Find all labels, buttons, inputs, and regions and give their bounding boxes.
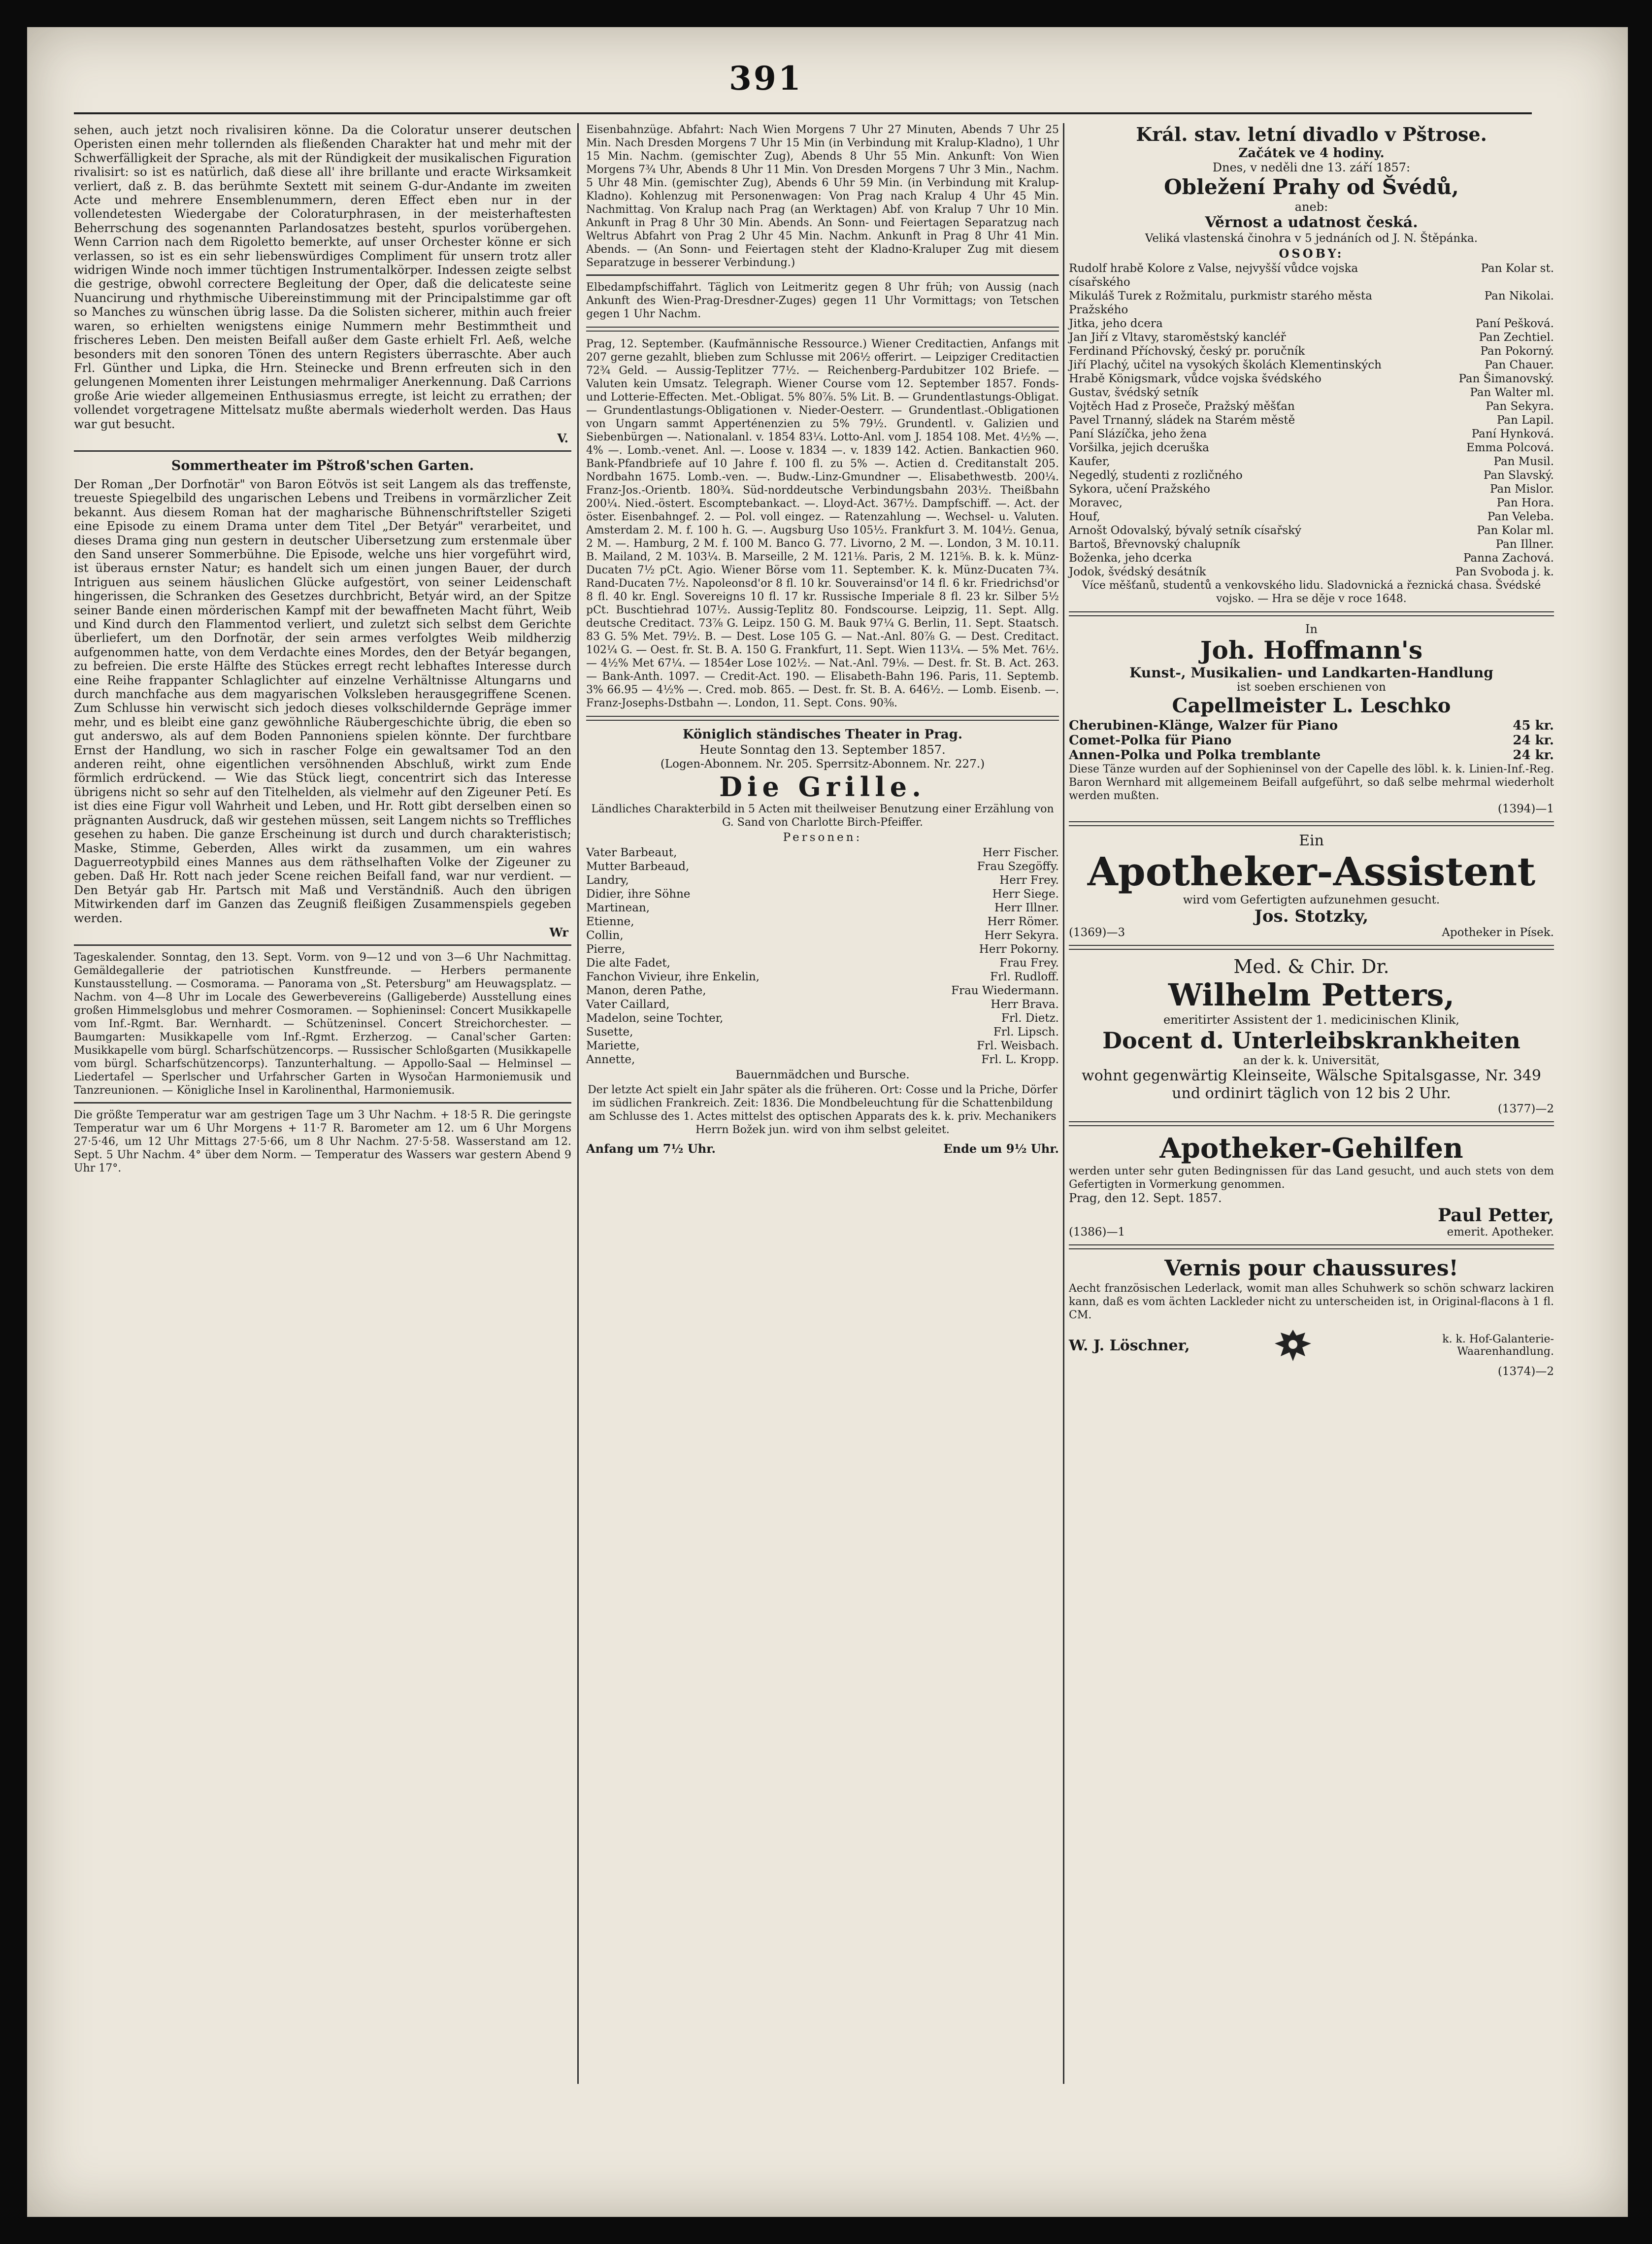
cast-actor: Herr Frey. (999, 874, 1059, 887)
cast-row (586, 873, 1059, 887)
cast-role: Collin, (586, 929, 624, 942)
cast-row (1069, 413, 1554, 427)
vernis-name: W. J. Löschner, (1069, 1337, 1190, 1354)
cast-row (586, 846, 1059, 860)
cast-actor: Frau Wiedermann. (951, 984, 1059, 997)
cast-note: Bauernmädchen und Bursche. (735, 1069, 910, 1081)
cast-actor: Pan Slavský. (1483, 469, 1554, 482)
divider (74, 1102, 571, 1104)
cast-role: Mikuláš Turek z Rožmitalu, purkmistr starého města Pražského (1069, 290, 1372, 316)
cast-row (586, 887, 1059, 901)
day-calendar-text: Tageskalender. Sonntag, den 13. Sept. Vorm. von 9—12 und von 3—6 Uhr Nachmittag. Gemäldegallerie der patriotischen Kunstfreunde. — Herbers permanente Kunstausstellung. — Cosmorama. — Panorama von „St. Petersburg" am Heuwagsplatz. — Nachm. von 4—8 Uhr im Locale des Gewerbevereins (Galligeberde) Ausstellung eines großen Himmelsglobus und mehrer Cosmoramen. — Sophieninsel: Concert Musikkapelle vom Inf.-Rgmt. Bar. Wernhardt. — Schützeninsel. Concert Streichorchester. — Baumgarten: Musikkapelle vom Inf.-Rgmt. Erzherzog. — Canal'scher Garten: Musikkapelle vom bürgl. Scharfschützencorps. — Russischer Schloßgarten (Musikkapelle vom bürgl. Scharfschützencorps). Tanzunterhaltung. — Appollo-Saal — Helminsel — Liedertafel — Sperlscher und Urfahrscher Garten in Wysočan Harmoniemusik und Tanzreunionen. — Königliche Insel in Karolinenthal, Harmoniemusik. (74, 951, 571, 1097)
divider (1069, 1121, 1554, 1126)
cast-row (1069, 400, 1554, 413)
cast-row (1069, 537, 1554, 551)
doctor-subtitle: emeritirter Assistent der 1. medicinischen Klinik, (1163, 1013, 1460, 1027)
czech-cast-heading: OSOBY: (1279, 246, 1344, 261)
hoffmann-items (1069, 718, 1554, 763)
divider (586, 716, 1059, 721)
cast-actor: Pan Zechtiel. (1479, 331, 1554, 344)
start-time: Anfang um 7½ Uhr. (586, 1141, 716, 1156)
cast-actor: Pan Musil. (1493, 455, 1554, 468)
doctor-docent: Docent d. Unterleibskrankheiten (1102, 1027, 1520, 1054)
cast-role: Didier, ihre Söhne (586, 888, 691, 901)
vernis-text: Aecht französischen Lederlack, womit man alles Schuhwerk so schön schwarz lackiren kann, daß es vom ächten Lackleder nicht zu unterscheiden ist, in Original-flacons à 1 fl. CM. (1069, 1282, 1554, 1321)
divider (1069, 821, 1554, 826)
cast-row (586, 1039, 1059, 1053)
gehilfen-title: Apotheker-Gehilfen (1159, 1132, 1463, 1165)
opera-review-text: sehen, auch jetzt noch rivalisiren könne. Da die Coloratur unserer deutschen Operisten einen mehr tollernden als fließenden Charakter hat und mehr mit der Schwerfälligkeit der Sprache, als mit der Ründigkeit der musikalischen Figuration rivalisirt: so ist es natürlich, daß diese all' ihre brillante und eracte Wirksamkeit verliert, daß z. B. das berühmte Sextett mit seinem G-dur-Andante im zweiten Acte und mehrere Ensemblenummern, deren Effect eben nur in der vollendetesten Wiedergabe der Coloraturphrasen, in der meisterhaftesten Beherrschung des sogenannten Parlandosatzes besteht, spurlos vorübergehen. Wenn Carrion nach dem Rigoletto bemerkte, auf unser Orchester könne er sich verlassen, so ist es ein sehr liebenswürdiges Compliment für unsern trotz aller widrigen Winde noch immer tüchtigen Instrumentalkörper. Indessen zeigte selbst die gestrige, obwohl correctere Begleitung der Oper, daß die delicateste seine Nuancirung und rhythmische Uibereinstimmung mit der Principalstimme gar oft so Manches zu wünschen übrig lasse. Da die Solisten sicherer, mithin auch freier waren, so erhielten wenigstens einige Nummern mehr Bestimmtheit und frischeres Leben. Den meisten Beifall außer dem Gaste erhielt Frl. Aeß, welche besonders mit den sonoren Tönen des untern Registers überraschte. Aber auch Frl. Günther und Lipka, die Hrn. Steinecke und Brenn erfreuten sich in den gelungenen Momenten ihrer Leistungen mehrmaliger Anerkennung. Daß Carrions große Arie wieder allgemeinen Enthusiasmus erregte, ist leicht zu errathen; der vollendet vorgetragene Mittelsatz mußte abermals wiederholt werden. Das Haus war gut besucht. (74, 123, 571, 431)
cast-row (1069, 524, 1554, 537)
hoffmann-item-title: Comet-Polka für Piano (1069, 733, 1232, 748)
hoffmann-item-price: 24 kr. (1513, 748, 1554, 763)
column-middle (586, 123, 1059, 1156)
cast-actor: Pan Kolar ml. (1477, 524, 1554, 537)
cast-actor: Pan Svoboda j. k. (1455, 566, 1554, 578)
cast-actor: Pan Chauer. (1485, 359, 1554, 371)
divider (1069, 611, 1554, 616)
cast-role: Vojtěch Had z Proseče, Pražský měšťan (1069, 400, 1295, 413)
gehilfen-date: Prag, den 12. Sept. 1857. (1069, 1191, 1222, 1205)
end-time: Ende um 9½ Uhr. (943, 1141, 1059, 1156)
divider (74, 944, 571, 946)
cast-row (1069, 482, 1554, 496)
vernis-footer (1069, 1326, 1554, 1365)
cast-list (586, 846, 1059, 1067)
cast-actor: Pan Kolar st. (1481, 262, 1554, 275)
cast-role: Martinean, (586, 902, 650, 914)
hoffmann-item (1069, 748, 1554, 763)
hoffmann-subtitle: Kunst-, Musikalien- und Landkarten-Handlung (1129, 665, 1493, 681)
cast-row (1069, 441, 1554, 455)
cast-actor: Herr Siege. (992, 888, 1059, 901)
cast-actor: Frl. L. Kropp. (981, 1053, 1059, 1066)
assistant-name: Jos. Stotzky, (1254, 906, 1369, 926)
divider (1069, 945, 1554, 950)
cast-row (586, 998, 1059, 1011)
play-title: Die Grille. (719, 771, 926, 803)
cast-role: Ferdinand Příchovský, český pr. poručník (1069, 345, 1305, 358)
doctor-university: an der k. k. Universität, (1243, 1054, 1380, 1067)
czech-play-subtitle: Věrnost a udatnost česká. (1205, 214, 1418, 231)
hoffmann-name: Joh. Hoffmann's (1200, 636, 1423, 665)
cast-actor: Emma Polcová. (1466, 441, 1554, 454)
gehilfen-name: Paul Petter, (1438, 1205, 1554, 1226)
doctor-name: Wilhelm Petters, (1168, 977, 1455, 1013)
cast-role: Susette, (586, 1026, 633, 1038)
stock-exchange-text: Prag, 12. September. (Kaufmännische Ressource.) Wiener Creditactien, Anfangs mit 207 gerne gezahlt, blieben zum Schlusse mit 206½ offerirt. — Leipziger Creditactien 72¾ Geld. — Aussig-Teplitzer 77½. — Reichenberg-Pardubitzer 102 Briefe. — Valuten kein Umsatz. Telegraph. Wiener Course vom 12. September 1857. Fonds- und Lotterie-Effecten. Met.-Obligat. 5% 80⅞. 5% Lit. B. — Grundentlastungs-Obligat. — Grundentlastungs-Obligationen v. Nieder-Oesterr. — Grundentlast.-Obligationen von Ungarn sammt Apperténenzien zu 5% 79½. Grundentl. v. Galizien und Siebenbürgen —. Nationalanl. v. 1854 83¼. Lotto-Anl. vom J. 1854 108. Met. 4½% —. 4% —. Lomb.-venet. Anl. —. Loose v. 1834 —. v. 1839 142. Actien. Bankactien 960. Bank-Pfandbriefe auf 10 Jahre f. 100 fl. zu 5% —. Actien d. Creditanstalt 205. Nordbahn 1675. Lomb.-ven. —. Budw.-Linz-Gmundner —. Elisabethwestb. 200¼. Franz-Jos.-Orientb. 180¾. Süd-norddeutsche Verbindungsbahn 203½. Theißbahn 200¼. Nied.-östert. Escomptebankact. —. Lloyd-Act. 367½. Dampfschiff. —. Act. der öster. Eisenbahngef. 2. — Pol. voll eingez. — Ratenzahlung —. Wechsel- u. Valuten. Amsterdam 2. M. f. 100 h. G. —. Augsburg Uso 105½. Frankfurt 3. M. 104½. Genua, 2 M. —. Hamburg, 2 M. f. 100 M. Banco G. 77. Livorno, 2 M. —. London, 3 M. 10.11. B. Mailand, 2 M. 103¼. B. Marseille, 2 M. 121⅛. Paris, 2 M. 121⅝. B. k. k. Münz-Ducaten 7½ pCt. Agio. Wiener Börse vom 11. September. K. k. Münz-Ducaten 7¾. Rand-Ducaten 7½. Napoleonsd'or 8 fl. 10 kr. Souverainsd'or 14 fl. 6 kr. Friedrichsd'or 8 fl. 40 kr. Engl. Sovereigns 10 fl. 17 kr. Russische Imperiale 8 fl. 23 kr. Silber 5½ pCt. Buschtiehrad 107½. Aussig-Teplitz 80. Fondscourse. Leipzig, 11. Sept. Allg. deutsche Creditact. 73⅞ G. Leipz. 150 G. M. Bauk 97¼ G. Berlin, 11. Sept. Staatsch. 83 G. 5% Met. 79½. B. — Dest. Lose 105 G. — Nat.-Anl. 80⅞ G. — Dest. Creditact. 102¼ G. — Oest. fr. St. B. A. 150 G. Frankfurt, 11. Sept. Wien 113¼. — 5% Met. 76½. — 4½% Met 67¼. — 1854er Lose 102½. — Nat.-Anl. 79⅛. — Dest. fr. St. B. Act. 263. — Bank-Anth. 1097. — Credit-Act. 190. — Elisabeth-Bahn 196. Paris, 11. Septemb. 3% 66.95 — 4½% —. Cred. mob. 865. — Dest. fr. St. B. A. 646½. — Lomb. Eisenb. —. Franz-Josephs-Dstbahn —. London, 11. Sept. Cons. 90⅜. (586, 338, 1059, 709)
cast-role: Jiří Plachý, učitel na vysokých školách Klementinských (1069, 359, 1382, 371)
cast-actor: Pan Illner. (1495, 538, 1554, 551)
assistant-ein: Ein (1299, 832, 1324, 849)
hoffmann-text: Diese Tänze wurden auf der Sophieninsel von der Capelle des löbl. k. k. Linien-Inf.-Reg. Baron Wernhard mit allgemeinem Beifall aufgeführt, so daß selbe mehrmal wiederholt werden mußten. (1069, 763, 1554, 802)
assistant-place: Apotheker in Písek. (1442, 926, 1554, 939)
cast-actor: Frl. Dietz. (1001, 1012, 1059, 1025)
cast-actor: Frau Frey. (999, 957, 1059, 970)
cast-actor: Pan Lapil. (1496, 414, 1554, 427)
cast-actor: Pan Sekyra. (1486, 400, 1554, 413)
hoffmann-in: In (1305, 622, 1318, 636)
cast-actor: Herr Fischer. (982, 846, 1059, 859)
gehilfen-role: emerit. Apotheker. (1447, 1226, 1554, 1239)
cast-row (1069, 358, 1554, 372)
assistant-footer (1069, 926, 1554, 939)
cast-actor: Frl. Lipsch. (993, 1026, 1059, 1038)
cast-actor: Pan Mislor. (1490, 483, 1554, 496)
divider (1069, 1244, 1554, 1249)
divider (74, 450, 571, 452)
cast-actor: Pan Walter ml. (1470, 386, 1554, 399)
assistant-line: wird vom Gefertigten aufzunehmen gesucht. (1183, 894, 1440, 906)
cast-row (1069, 551, 1554, 565)
cast-role: Bartoš, Břevnovský chalupník (1069, 538, 1240, 551)
cast-row (586, 901, 1059, 915)
czech-theater-time: Začátek ve 4 hodiny. (1238, 146, 1385, 161)
cast-role: Jan Jiří z Vltavy, staroměstský kancléř (1069, 331, 1286, 344)
cast-row (1069, 344, 1554, 358)
cast-row (1069, 455, 1554, 469)
czech-cast-list (1069, 262, 1554, 579)
cast-actor: Herr Illner. (994, 902, 1059, 914)
czech-theater-date: Dnes, v neděli dne 13. září 1857: (1212, 161, 1411, 174)
vernis-firm: k. k. Hof-Galanterie-Waarenhandlung. (1442, 1333, 1554, 1358)
cast-row (1069, 496, 1554, 510)
cast-role: Arnošt Odovalský, bývalý setník císařský (1069, 524, 1302, 537)
cast-row (586, 984, 1059, 998)
cast-actor: Pan Veleba. (1487, 510, 1554, 523)
cast-role: Negedlý, studenti z rozličného (1069, 469, 1243, 482)
cast-actor: Herr Römer. (987, 915, 1059, 928)
cast-row (1069, 386, 1554, 400)
cast-actor: Herr Sekyra. (984, 929, 1059, 942)
cast-row (1069, 510, 1554, 524)
cast-actor: Herr Pokorny. (979, 943, 1059, 956)
cast-row (586, 1025, 1059, 1039)
hoffmann-line: ist soeben erschienen von (1237, 681, 1386, 694)
assistant-title: Apotheker-Assistent (1087, 848, 1536, 895)
cast-row (1069, 469, 1554, 482)
doctor-ad-number: (1377)—2 (1497, 1103, 1554, 1115)
cast-role: Manon, deren Pathe, (586, 984, 706, 997)
cast-role: Jitka, jeho dcera (1069, 317, 1163, 330)
column-rule-1 (577, 123, 579, 2084)
doctor-text: wohnt gegenwärtig Kleinseite, Wälsche Spitalsgasse, Nr. 349 und ordinirt täglich von 12 bis 2 Uhr. (1082, 1067, 1541, 1102)
czech-theater-title: Král. stav. letní divadlo v Pštrose. (1136, 123, 1487, 145)
cast-row (1069, 317, 1554, 331)
play-subtitle: Ländliches Charakterbild in 5 Acten mit theilweiser Benutzung einer Erzählung von G. Sand von Charlotte Birch-Pfeiffer. (591, 803, 1054, 829)
vernis-title: Vernis pour chaussures! (1164, 1256, 1458, 1281)
cast-row (1069, 331, 1554, 344)
elbe-steamer-text: Elbedampfschiffahrt. Täglich von Leitmeritz gegen 8 Uhr früh; von Aussig (nach Ankunft des Wien-Prag-Dresdner-Zuges) gegen 11 Uhr Vormittags; von Tetschen gegen 1 Uhr Nachm. (586, 281, 1059, 320)
cast-row (586, 942, 1059, 956)
hoffmann-item-title: Cherubinen-Klänge, Walzer für Piano (1069, 718, 1338, 733)
cast-role: Paní Slázíčka, jeho žena (1069, 428, 1207, 440)
cast-actor: Pan Hora. (1496, 497, 1554, 509)
royal-theater-subscription: (Logen-Abonnem. Nr. 205. Sperrsitz-Abonnem. Nr. 227.) (660, 758, 985, 770)
cast-row (1069, 289, 1554, 317)
czech-play-description: Veliká vlastenská činohra v 5 jednáních od J. N. Štěpánka. (1145, 232, 1478, 245)
cast-row (1069, 262, 1554, 289)
cast-row (1069, 372, 1554, 386)
cast-actor: Frau Szegöffy. (977, 860, 1059, 873)
cast-role: Voršilka, jejich dceruška (1069, 441, 1209, 454)
cast-actor: Panna Zachová. (1463, 552, 1554, 565)
cast-role: Landry, (586, 874, 629, 887)
cast-role: Gustav, švédský setník (1069, 386, 1198, 399)
cast-role: Annette, (586, 1053, 635, 1066)
gehilfen-ad-number: (1386)—1 (1069, 1226, 1125, 1239)
cast-actor: Frl. Weisbach. (977, 1039, 1059, 1052)
divider (586, 274, 1059, 276)
hoffmann-composer: Capellmeister L. Leschko (1172, 694, 1451, 717)
column-rule-2 (1063, 123, 1064, 2084)
cast-row (586, 1053, 1059, 1067)
cast-role: Kaufer, (1069, 455, 1110, 468)
cast-row (586, 970, 1059, 984)
cast-role: Vater Barbeaut, (586, 846, 677, 859)
weather-report-text: Die größte Temperatur war am gestrigen Tage um 3 Uhr Nachm. + 18·5 R. Die geringste Temperatur war um 6 Uhr Morgens + 11·7 R. Barometer am 12. um 6 Uhr Morgens 27·5·46, um 12 Uhr Mittags 27·5·66, um 8 Uhr Nachm. 27·5·58. Wasserstand am 12. Sept. 5 Uhr Nachm. 4° über dem Norm. — Temperatur des Wassers war gestern Abend 9 Uhr 17°. (74, 1108, 571, 1174)
cast-role: Pavel Trnanný, sládek na Starém městě (1069, 414, 1295, 427)
vernis-ad-number: (1374)—2 (1497, 1365, 1554, 1378)
cast-row (586, 915, 1059, 929)
cast-row (586, 929, 1059, 942)
railway-schedule-text: Eisenbahnzüge. Abfahrt: Nach Wien Morgens 7 Uhr 27 Minuten, Abends 7 Uhr 25 Min. Nach Dresden Morgens 7 Uhr 15 Min (in Verbindung mit Kralup-Kladno), 1 Uhr 15 Min. Nachm. (gemischter Zug), Abends 8 Uhr 55 Min. Ankunft: Von Wien Morgens 7¾ Uhr, Abends 8 Uhr 11 Min. Von Dresden Morgens 7 Uhr 3 Min., Nachm. 5 Uhr 48 Min. (gemischter Zug), Abends 6 Uhr 59 Min. (in Verbindung mit Kralup-Kladno). Kohlenzug mit Personenwagen: Von Prag nach Kralup 4 Uhr 45 Min. Nachmittag. Von Kralup nach Prag (an Werktagen) Abf. von Kralup 7 Uhr 10 Min. Ankunft in Prag 8 Uhr 30 Min. Abends. An Sonn- und Feiertagen Separatzug nach Weltrus Abfahrt von Prag 2 Uhr 45 Min. Nachm. Ankunft in Prag 8 Uhr 41 Min. Abends. — (An Sonn- und Feiertagen steht der Kladno-Kraluper Zug mit diesem Separatzuge in besserer Verbindung.) (586, 124, 1059, 269)
header-rule (74, 112, 1532, 114)
cast-role: Fanchon Vivieur, ihre Enkelin, (586, 971, 760, 983)
cast-row (1069, 427, 1554, 441)
czech-play-title: Obležení Prahy od Švédů, (1164, 175, 1459, 199)
cast-role: Hrabě Königsmark, vůdce vojska švédského (1069, 372, 1322, 385)
play-times (586, 1141, 1059, 1156)
assistant-ad-number: (1369)—3 (1069, 926, 1125, 939)
cast-actor: Pan Šimanovský. (1458, 372, 1554, 385)
page-number: 391 (729, 59, 803, 98)
hoffmann-item-title: Annen-Polka und Polka tremblante (1069, 748, 1321, 763)
play-notes: Der letzte Act spielt ein Jahr später als die früheren. Ort: Cosse und la Priche, Dörfer im südlichen Frankreich. Zeit: 1836. Die Mondbeleuchtung für die Schattenbildung am Schlusse des 1. Actes mittelst des optischen Apparats des k. k. priv. Mechanikers Herrn Božek jun. wird von ihm selbst geleitet. (588, 1084, 1057, 1136)
cast-actor: Frl. Rudloff. (990, 971, 1059, 983)
summer-theater-signature: Wr (549, 925, 568, 939)
cast-actor: Pan Nikolai. (1484, 290, 1554, 302)
hoffmann-item-price: 24 kr. (1513, 733, 1554, 748)
czech-play-end: Více měšťanů, studentů a venkovského lidu. Sladovnická a řeznická chasa. Švédské vojsko. — Hra se děje v roce 1648. (1082, 579, 1541, 605)
hoffmann-item-price: 45 kr. (1513, 718, 1554, 733)
cast-role: Sykora, učení Pražského (1069, 483, 1210, 496)
cast-role: Pierre, (586, 943, 626, 956)
cast-actor: Paní Pešková. (1475, 317, 1554, 330)
cast-role: Die alte Fadet, (586, 957, 670, 970)
summer-theater-text: Der Roman „Der Dorfnotär" von Baron Eötvös ist seit Langem als das treffenste, treueste Spiegelbild des ungarischen Lebens und Treibens in vormärzlicher Zeit bekannt. Aus diesem Roman hat der magharische Bühnenschriftsteller Szigeti eine Episode zu einem Drama unter dem Titel „Der Betyár" verarbeitet, und dieses Drama ging nun gestern in deutscher Uibersetzung zum erstenmale über den Sand unserer Sommerbühne. Die Episode, welche uns hier vorgeführt wird, ist überaus ernster Natur; es handelt sich um einen jungen Bauer, der durch Intriguen aus seinem häuslichen Glücke aufgestört, von seiner Leidenschaft hingerissen, die Schranken des Gesetzes durchbricht, Betyár wird, an der Spitze seiner Bande einen mörderischen Kampf mit der bewaffneten Macht führt, Weib und Kind durch den Flammentod verliert, und zuletzt sich selbst dem Gerichte überliefert, um den Dorfnotär, der sein armes verfolgtes Weib mildherzig aufgenommen hatte, von dem Verdachte eines Mordes, den der Betyár begangen, zu befreien. Die erste Hälfte des Stückes erregt recht lebhaftes Interesse durch eine Reihe frappanter Schlaglichter auf einzelne Verhältnisse Altungarns und durch manchfache aus dem magyarischen Volksleben herausgegriffene Scenen. Zum Schlusse hin verwischt sich jedoch dieses volkschildernde Gepräge immer mehr, und es bleibt eine ganz gewöhnliche Räubergeschichte übrig, die eben so gut anderswo, als auf dem Boden Pannoniens spielen könnte. Der furchtbare Ernst der Handlung, wo sich in rascher Folge ein gewaltsamer Tod an den anderen reiht, ohne eigentlichen versöhnenden Abschluß, wirkt zum Ende förmlich erdrückend. — Wie das Stück liegt, concentrirt sich das Interesse übrigens nicht so sehr auf den Titelhelden, als vielmehr auf den Zigeuner Petí. Es ist dies eine Figur voll Wahrheit und Leben, und Hr. Rott gibt derselben einen so prägnanten Ausdruck, daß wir gestehen müssen, seit Langem nichts so Treffliches gesehen zu haben. Die ganze Erscheinung ist durch und durch charakteristisch; Maske, Stimme, Geberden, Alles wirkt da zusammen, um ein wahres Daguerreotypbild eines Mannes aus dem räthselhaften Volke der Zigeuner zu geben. Daß Hr. Rott nach jeder Scene reichen Beifall fand, war nur verdient. — Den Betyár gab Hr. Partsch mit Maß und Verständniß. Auch den übrigen Mitwirkenden darf im Ganzen das Zeugniß fleißigen Zusammenspiels gegeben werden. (74, 477, 571, 925)
cast-row (586, 956, 1059, 970)
cast-row (1069, 565, 1554, 579)
column-left (74, 123, 571, 1175)
cast-actor: Pan Pokorný. (1480, 345, 1554, 358)
hoffmann-ad-number: (1394)—1 (1497, 803, 1554, 815)
cast-actor: Herr Brava. (991, 998, 1059, 1011)
cast-row (586, 860, 1059, 873)
cast-role: Madelon, seine Tochter, (586, 1012, 724, 1025)
cast-role: Houf, (1069, 510, 1100, 523)
cast-role: Jodok, švédský desátník (1069, 566, 1206, 578)
cast-role: Moravec, (1069, 497, 1123, 509)
royal-theater-date: Heute Sonntag den 13. September 1857. (699, 743, 946, 757)
opera-review-signature: V. (557, 431, 568, 445)
cast-role: Vater Caillard, (586, 998, 670, 1011)
gehilfen-text: werden unter sehr guten Bedingnissen für das Land gesucht, und auch stets von dem Gefertigten in Vormerkung genommen. (1069, 1165, 1554, 1191)
column-right (1069, 123, 1554, 1378)
cast-row (586, 1011, 1059, 1025)
hoffmann-item (1069, 733, 1554, 748)
cast-role: Mariette, (586, 1039, 640, 1052)
royal-theater-title: Königlich ständisches Theater in Prag. (682, 727, 963, 742)
divider (586, 327, 1059, 332)
summer-theater-heading: Sommertheater im Pštroß'schen Garten. (171, 458, 474, 473)
hoffmann-item (1069, 718, 1554, 733)
imperial-eagle-icon (1271, 1326, 1315, 1365)
cast-role: Rudolf hrabě Kolore z Valse, nejvyšší vůdce vojska císařského (1069, 262, 1358, 289)
doctor-title: Med. & Chir. Dr. (1233, 956, 1389, 977)
gehilfen-footer (1069, 1226, 1554, 1239)
cast-role: Mutter Barbeaud, (586, 860, 690, 873)
cast-heading: Personen: (783, 831, 862, 844)
cast-role: Etienne, (586, 915, 634, 928)
cast-role: Boženka, jeho dcerka (1069, 552, 1192, 565)
cast-actor: Paní Hynková. (1471, 428, 1554, 440)
czech-play-aneb: aneb: (1294, 200, 1328, 214)
